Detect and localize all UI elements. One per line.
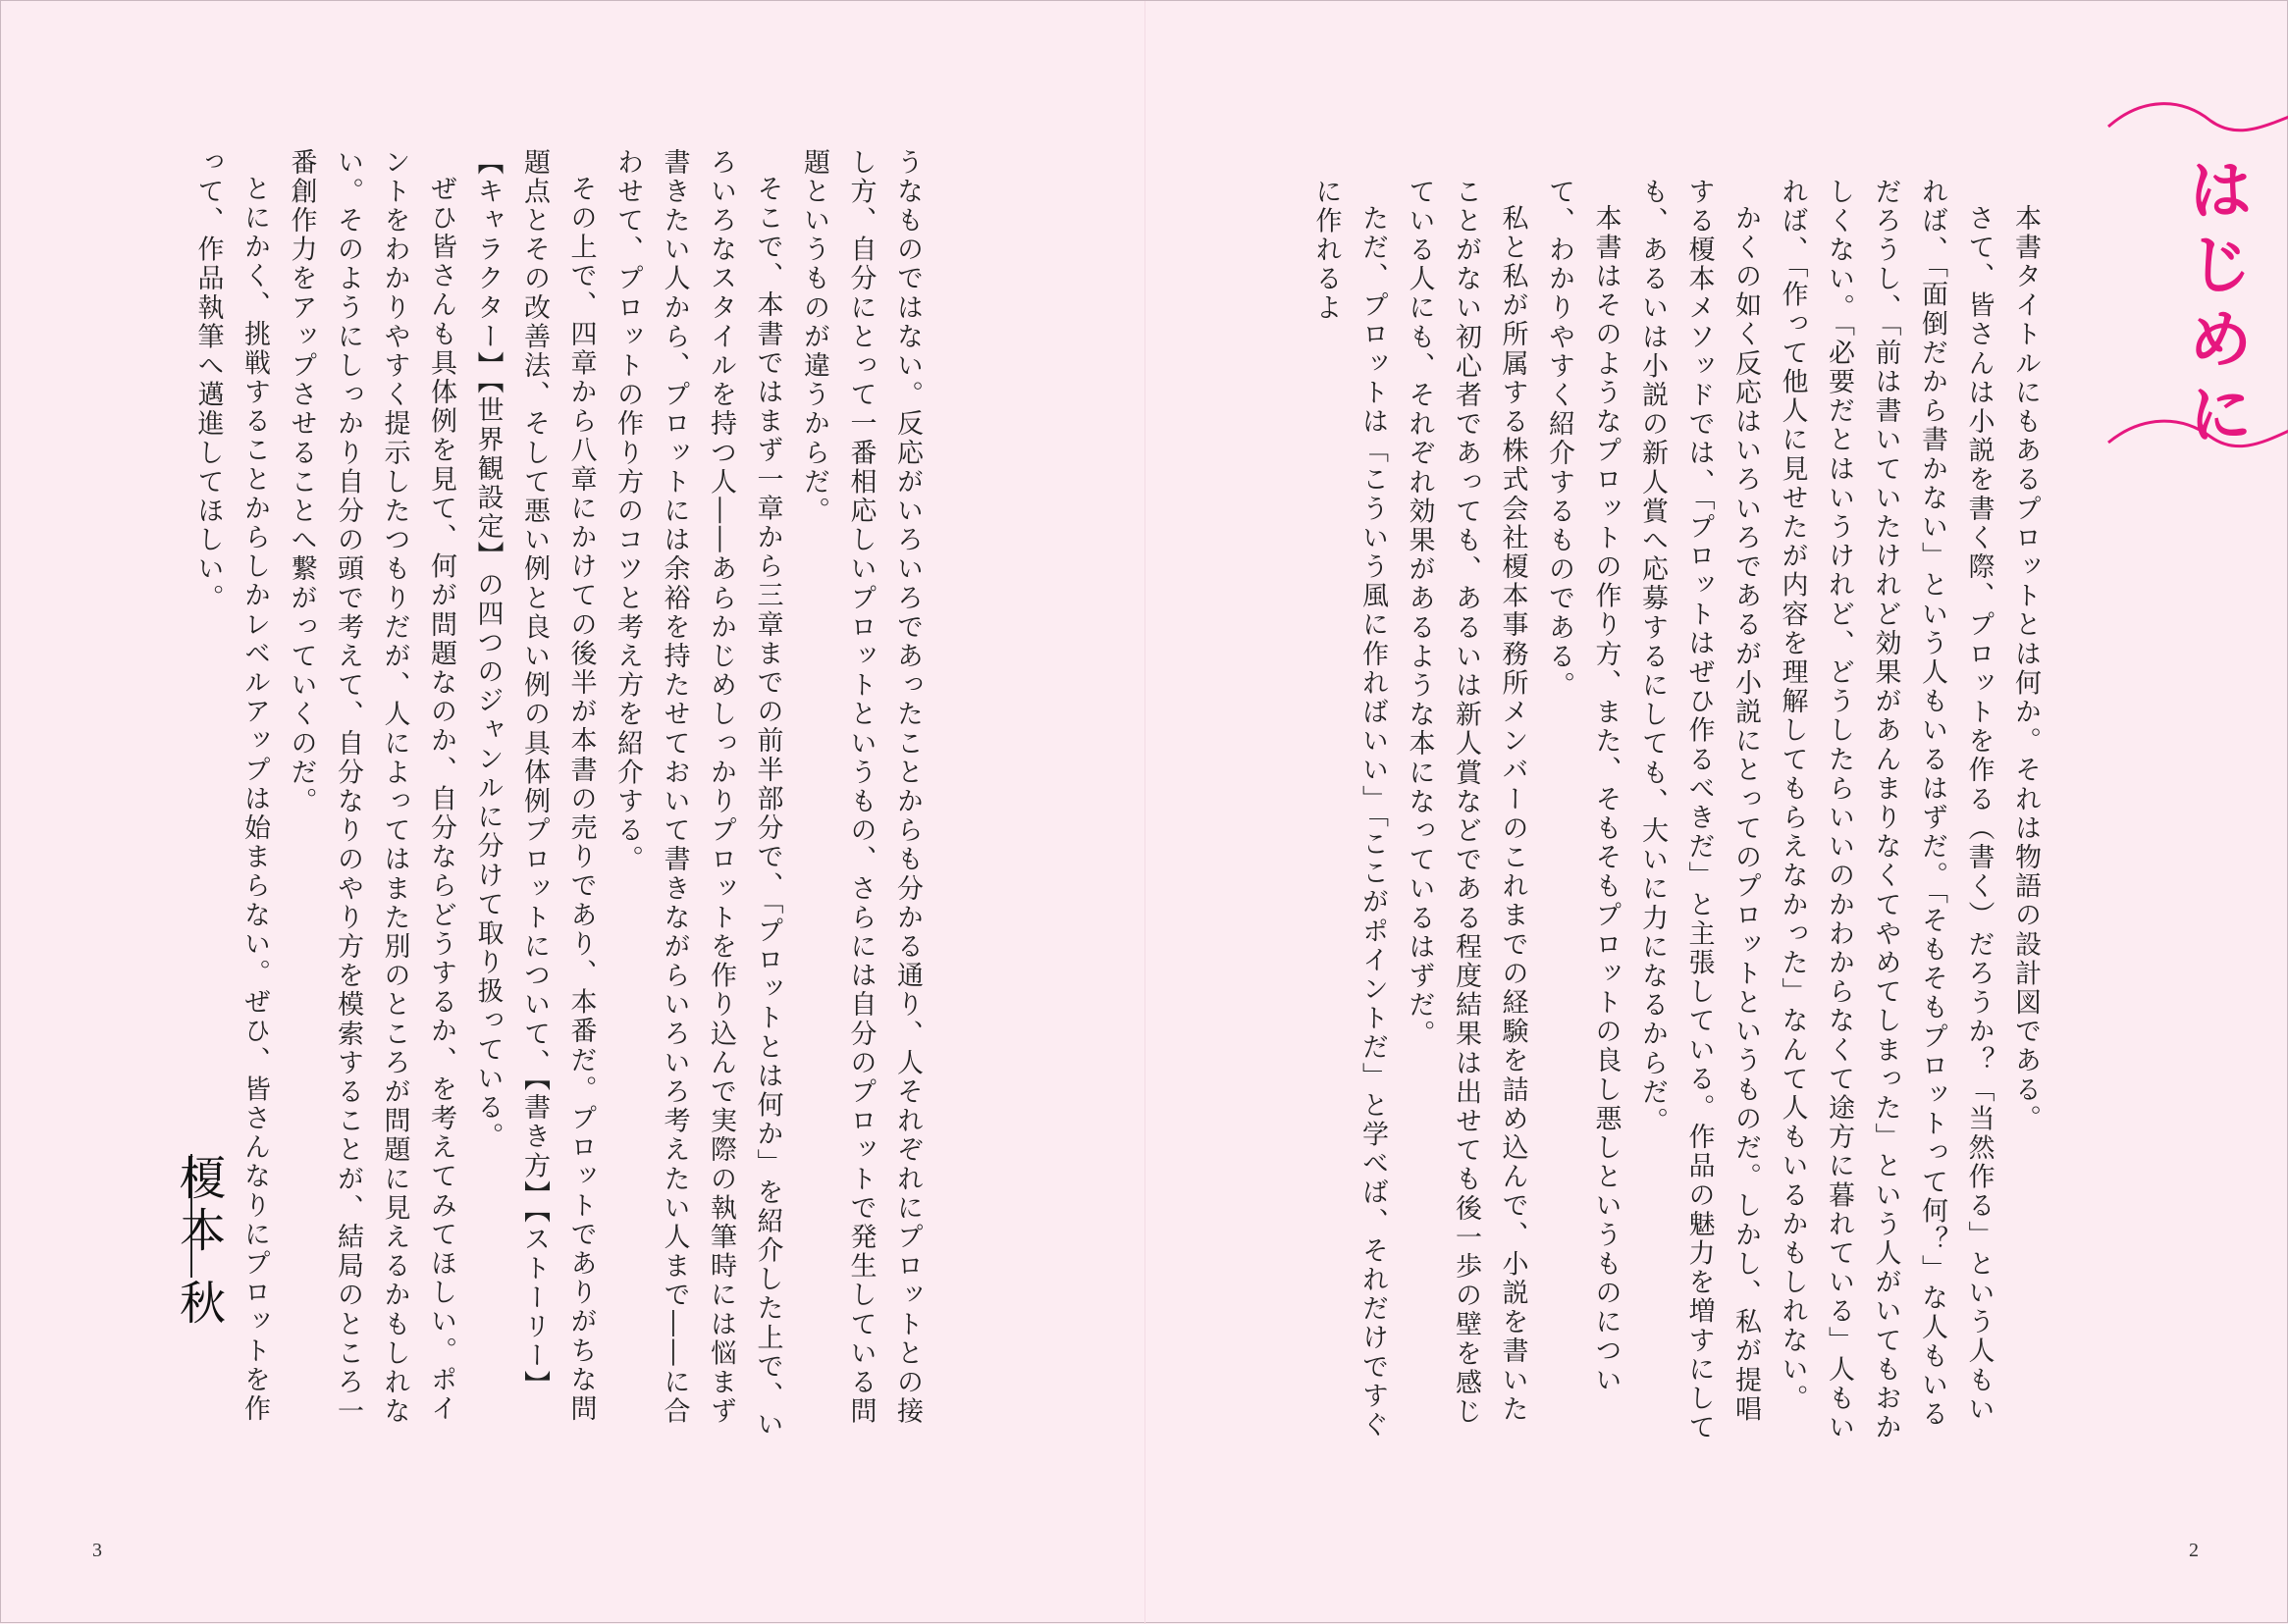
paragraph: かくの如く反応はいろいろであるが小説にとってのプロットというものだ。しかし、私が提唱する榎本メソッドでは、「プロットはぜひ作るべきだ」と主張している。作品の魅力を増すにしても、あるいは小説の新人賞へ応募するにしても、大いに力になるからだ。 bbox=[1637, 178, 1761, 1442]
left-page bbox=[1, 1, 1144, 1624]
paragraph: 私と私が所属する株式会社榎本事務所メンバーのこれまでの経験を詰め込んで、小説を書いたことがない初心者であっても、あるいは新人賞などである程度結果は出せても後一歩の壁を感じている人にも、それぞれ効果があるような本になっているはずだ。 bbox=[1404, 178, 1528, 1427]
page-number-right: 2 bbox=[2189, 1540, 2199, 1561]
paragraph: 本書タイトルにもあるプロットとは何か。それは物語の設計図である。 bbox=[2010, 204, 2041, 1134]
left-body-text bbox=[27, 148, 931, 1443]
paragraph: うなものではない。反応がいろいろであったことからも分かる通り、人それぞれにプロットとの接し方、自分にとって一番相応しいプロットというもの、さらには自分のプロットで発生している問題というものが違うからだ。 bbox=[799, 148, 923, 1427]
page-number-left: 3 bbox=[92, 1540, 102, 1561]
right-page bbox=[1145, 1, 2288, 1624]
right-body-text bbox=[1263, 178, 2049, 1443]
paragraph: 本書はそのようなプロットの作り方、また、そもそもプロットの良し悪しというものについて、わかりやすく紹介するものである。 bbox=[1544, 178, 1622, 1395]
heading-block bbox=[2073, 99, 2288, 472]
paragraph: さて、皆さんは小説を書く際、プロットを作る（書く）だろうか？「当然作る」という人もいれば、「面倒だから書かない」という人もいるはずだ。「そもそもプロットって何？」な人もいるだろうし、「前は書いていたけれど効果があんまりなくてやめてしまった」という人がいてもおかしくない。「必要だとはいうけれど、どうしたらいいのかわからなくて途方に暮れている」人もいれば、「作って他人に見せたが内容を理解してもらえなかった」なんて人もいるかもしれない。 bbox=[1777, 178, 1995, 1442]
page-title: はじめに bbox=[2177, 156, 2253, 454]
paragraph: そこで、本書ではまず一章から三章までの前半部分で、「プロットとは何か」を紹介した上で、いろいろなスタイルを持つ人――あらかじめしっかりプロットを作り込んで実際の執筆時には悩まず書きたい人から、プロットには余裕を持たせておいて書きながらいろいろ考えたい人まで――に合わせて、プロットの作り方のコツと考え方を紹介する。 bbox=[612, 148, 783, 1440]
author-signature: 榎本 秋 bbox=[172, 1154, 226, 1331]
paragraph: ぜひ皆さんも具体例を見て、何が問題なのか、自分ならどうするか、を考えてみてほしい。ポイントをわかりやすく提示したつもりだが、人によってはまた別のところが問題に見えるかもしれない。そのようにしっかり自分の頭で考えて、自分なりのやり方を模索することが、結局のところ一番創作力をアップさせることへ繋がっていくのだ。 bbox=[286, 148, 456, 1427]
paragraph: ただ、プロットは「こういう風に作ればいい」「ここがポイントだ」と学べば、それだけですぐに作れるよ bbox=[1310, 178, 1388, 1441]
paragraph: その上で、四章から八章にかけての後半が本書の売りであり、本番だ。プロットでありがちな問題点とその改善法、そして悪い例と良い例の具体例プロットについて、【書き方】【ストーリー】【キャラクター】【世界観設定】の四つのジャンルに分けて取り扱っている。 bbox=[472, 148, 597, 1424]
paragraph: とにかく、挑戦することからしかレベルアップは始まらない。ぜひ、皆さんなりにプロットを作って、作品執筆へ邁進してほしい。 bbox=[192, 148, 270, 1424]
